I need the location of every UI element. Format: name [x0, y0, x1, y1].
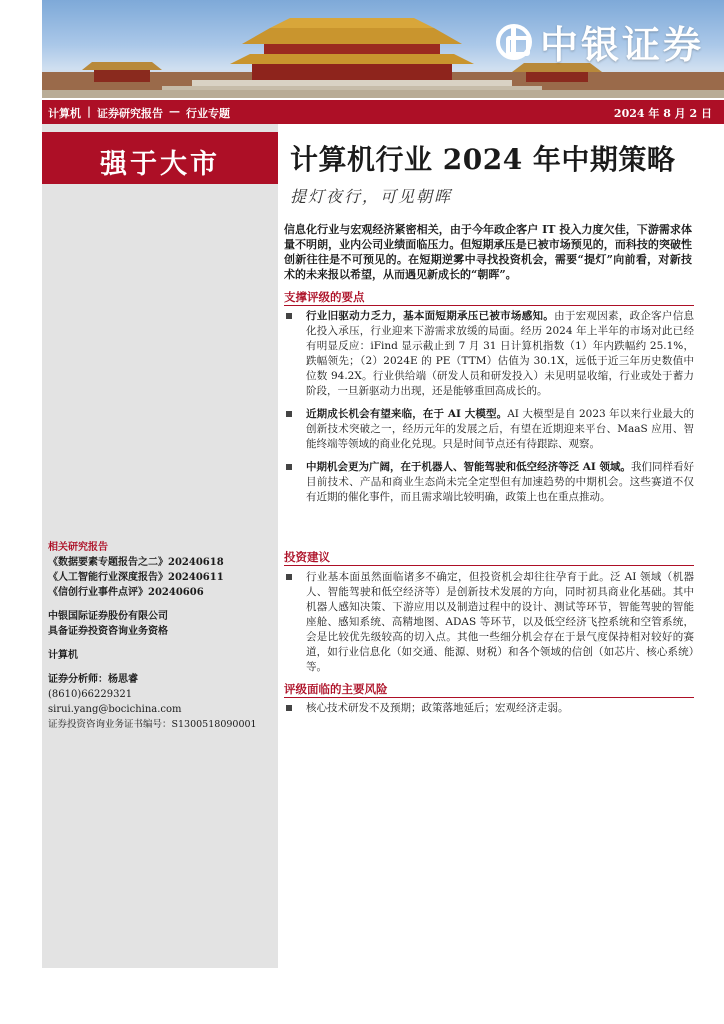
bullet-text: 由于宏观因素，政企客户信息化投入承压，行业迎来下游需求放缓的局面。经历 2024 年上半年的市场对此已经有明显反应：iFind 显示截止到 7 月 31 日计算机指数（1）年内跌幅约 25.1%，跌幅领先；（2）2024E 的 PE（TTM）估值为 30.1X，远低于近三年历史数值中位数 94.2X。行业供给端（研发人员和研发投入）未见明显收缩，行业或处于蓄力阶段，一旦新驱动力出现，还是能够重回高成长的。	[306, 310, 695, 397]
category-label: 计算机	[48, 107, 81, 120]
analyst-phone: (8610)66229321	[48, 689, 133, 700]
related-report-item: 《数据要素专题报告之二》20240618	[48, 557, 224, 568]
page-subtitle: 提灯夜行，可见朝晖	[290, 187, 453, 206]
breadcrumb	[48, 105, 230, 121]
sidebar-info	[48, 540, 274, 732]
section-heading: 评级面临的主要风险	[284, 682, 388, 696]
bullet-text: 核心技术研发不及预期；政策落地延后；宏观经济走弱。	[306, 702, 569, 714]
dash: —	[169, 105, 181, 118]
header-banner	[42, 0, 724, 98]
related-reports-title: 相关研究报告	[48, 542, 108, 553]
key-points-list	[284, 309, 694, 513]
bullet-square-icon	[286, 574, 292, 580]
related-report-item: 《信创行业事件点评》20240606	[48, 587, 204, 598]
brand-logo	[496, 14, 704, 69]
bullet-square-icon	[286, 411, 292, 417]
bullet-square-icon	[286, 705, 292, 711]
bullet-lead: 近期成长机会有望来临，在于 AI 大模型。	[306, 408, 508, 420]
bullet-lead: 中期机会更为广阔，在于机器人、智能驾驶和低空经济等泛 AI 领域。	[306, 461, 631, 473]
brand-name: 中银证券	[539, 23, 704, 67]
left-sidebar	[42, 124, 278, 968]
section-divider	[284, 565, 694, 566]
analyst-license: 证券投资咨询业务证书编号：S1300518090001	[48, 719, 257, 730]
rating-text: 强于大市	[100, 149, 220, 180]
summary-paragraph: 信息化行业与宏观经济紧密相关，由于今年政企客户 IT 投入力度欠佳，下游需求体量不明朗，业内公司业绩面临压力。但短期承压是已被市场预见的，而科技的突破性创新往往是不可预见的。在短期逆雾中寻找投资机会，需要“提灯”向前看，对新技术的未来报以希望，从而遇见新成长的“朝晖”。	[284, 223, 692, 281]
report-header-bar	[42, 100, 724, 124]
list-item	[284, 701, 694, 716]
bullet-lead: 行业旧驱动力乏力，基本面短期承压已被市场感知。	[306, 310, 555, 322]
section-heading: 投资建议	[284, 550, 330, 564]
bullet-square-icon	[286, 313, 292, 319]
bullet-text: 我们同样看好目前技术、产品和商业生态尚未完全定型但有加速趋势的中期机会。这些赛道不仅有近期的催化事件，而且需求端比较明确，政策上也在重点推动。	[306, 461, 695, 503]
risk-list	[284, 701, 694, 724]
section-divider	[284, 305, 694, 306]
list-item	[284, 460, 694, 505]
analyst-email: sirui.yang@bocichina.com	[48, 704, 182, 715]
sector-label: 计算机	[48, 650, 78, 661]
bullet-text: AI 大模型是自 2023 年以来行业最大的创新技术突破之一，经历元年的发展之后，有望在近期迎来平台、MaaS 应用、智能终端等领域的商业化兑现。只是时间节点还有待跟踪、观察。	[306, 408, 695, 450]
bullet-square-icon	[286, 464, 292, 470]
list-item	[284, 407, 694, 452]
report-date: 2024 年 8 月 2 日	[613, 107, 712, 120]
topic-label: 行业专题	[186, 107, 231, 120]
section-heading: 支撑评级的要点	[284, 290, 365, 304]
list-item	[284, 309, 694, 399]
company-name: 中银国际证券股份有限公司	[48, 611, 168, 622]
rating-badge	[42, 132, 278, 184]
list-item	[284, 570, 694, 675]
section-divider	[284, 697, 694, 698]
page-title: 计算机行业 2024 年中期策略	[290, 143, 676, 176]
investment-advice-list	[284, 570, 694, 683]
report-type-label: 证券研究报告	[97, 107, 164, 120]
analyst-name: 证券分析师：杨思睿	[48, 674, 138, 685]
separator: |	[87, 105, 92, 118]
company-qualification: 具备证券投资咨询业务资格	[48, 626, 168, 637]
bullet-text: 行业基本面虽然面临诸多不确定，但投资机会却往往孕育于此。泛 AI 领域（机器人、智能驾驶和低空经济等）是创新技术发展的方向，同时初具商业化基础。其中机器人感知决策、下游应用以及制造过程中的设计、测试等环节，智能驾驶的智能座舱、感知系统、高精地图、ADAS 等环节，以及低空经济飞控系统和空管系统，会是比较优先级较高的切入点。其他一些细分机会存在于景气度保持相对较好的赛道，如行业信息化（如交通、能源、财税）和各个领域的信创（如芯片、核心系统）等。	[306, 571, 694, 673]
related-report-item: 《人工智能行业深度报告》20240611	[48, 572, 224, 583]
boc-logo-icon	[496, 24, 532, 60]
